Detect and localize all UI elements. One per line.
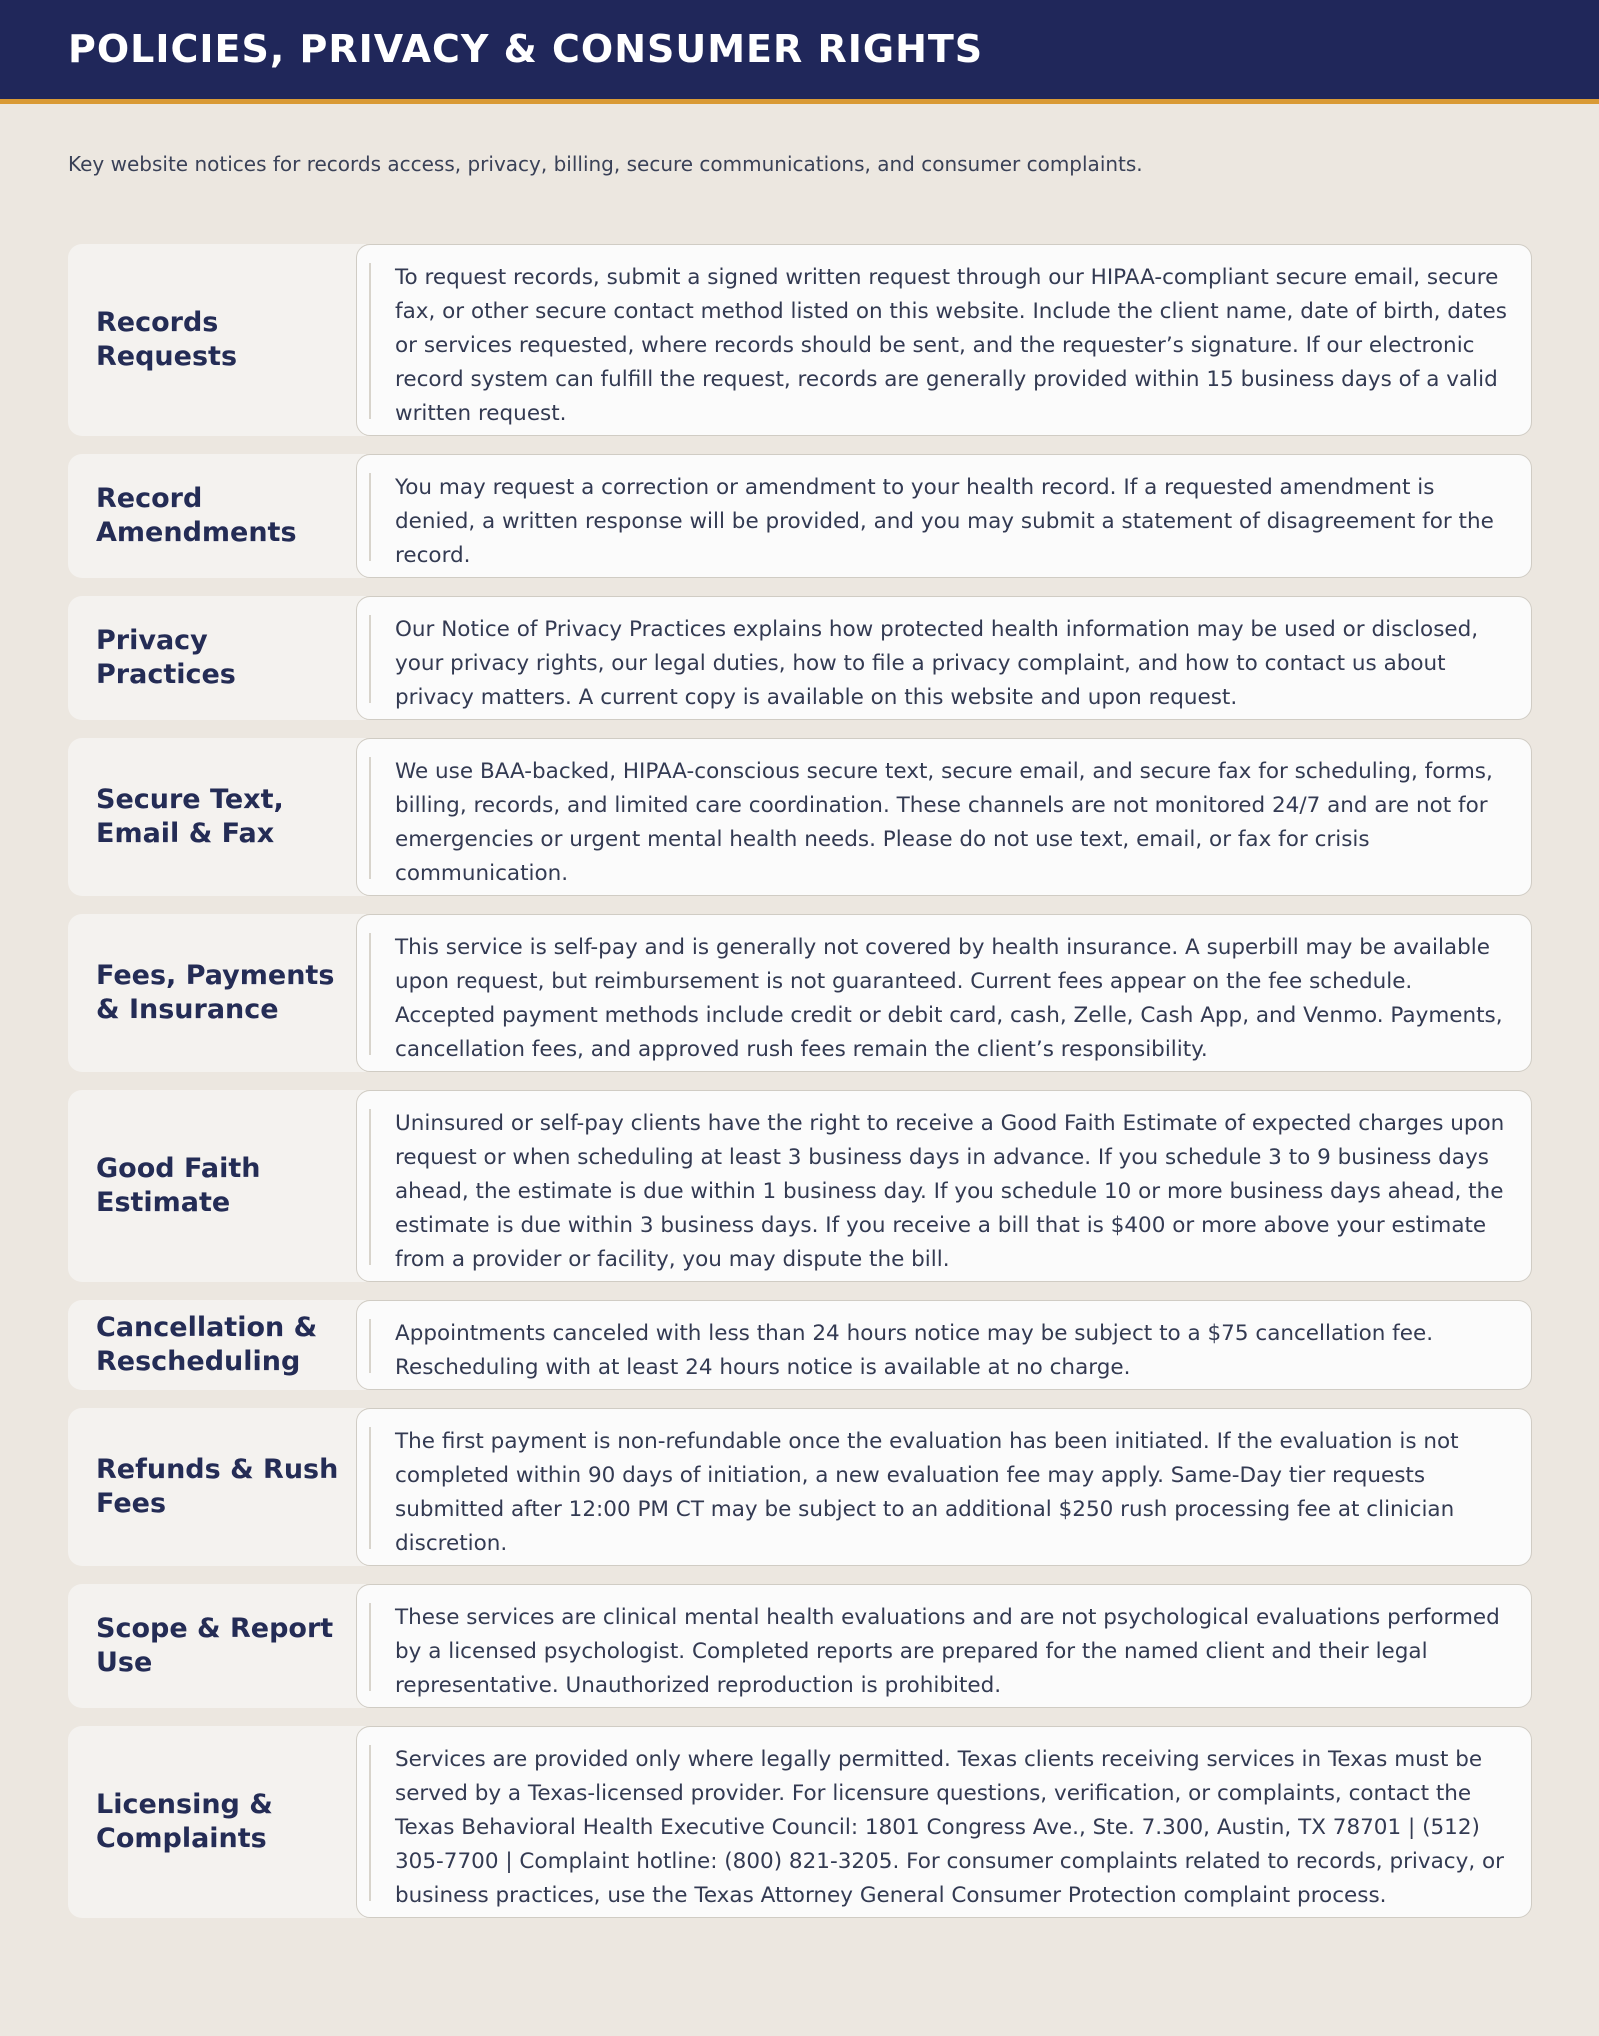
- policy-body: [356, 1408, 1532, 1566]
- policy-row-privacy-practices: [68, 596, 1532, 720]
- policy-title: Records Requests: [96, 307, 238, 372]
- policy-label: [68, 1300, 366, 1390]
- policy-row-records-requests: [68, 244, 1532, 436]
- policy-row-good-faith-estimate: [68, 1090, 1532, 1282]
- policy-body: [356, 244, 1532, 436]
- intro-text: Key website notices for records access, privacy, billing, secure communications, and consumer complaints.: [68, 152, 1143, 176]
- policy-label: [68, 1726, 366, 1918]
- policy-label: [68, 738, 366, 896]
- policy-body: [356, 1300, 1532, 1390]
- policy-text: The first payment is non-refundable once the evaluation has been initiated. If the evaluation is not completed within 90 days of initiation, a new evaluation fee may apply. Same-Day tier requests submitted after 12:00 PM CT may be subject to an additional $250 rush processing fee at clinician discretion.: [395, 1429, 1459, 1556]
- policy-label: [68, 1090, 366, 1282]
- policy-row-licensing-complaints: [68, 1726, 1532, 1918]
- policy-label: [68, 454, 366, 578]
- policy-title: Secure Text, Email & Fax: [96, 784, 284, 849]
- policy-text: Appointments canceled with less than 24 hours notice may be subject to a $75 cancellation fee. Rescheduling with at least 24 hours notice is available at no charge.: [395, 1321, 1434, 1380]
- policy-title: Cancellation & Rescheduling: [96, 1312, 318, 1377]
- policy-row-cancellation: [68, 1300, 1532, 1390]
- policy-label: [68, 1408, 366, 1566]
- policy-body: [356, 1090, 1532, 1282]
- policy-title: Record Amendments: [96, 483, 297, 548]
- policy-label: [68, 244, 366, 436]
- policy-body: [356, 1726, 1532, 1918]
- policy-row-scope-report-use: [68, 1584, 1532, 1708]
- policy-body: [356, 1584, 1532, 1708]
- policy-list: [68, 244, 1532, 1918]
- policy-title: Good Faith Estimate: [96, 1153, 261, 1218]
- policy-title: Refunds & Rush Fees: [96, 1454, 339, 1519]
- policy-text: Services are provided only where legally permitted. Texas clients receiving services in Texas must be served by a Texas-licensed provider. For licensure questions, verification, or complaints, contact the Texas Behavioral Health Executive Council: 1801 Congress Ave., Ste. 7.300, Austin, TX 78701 | (512) 305-7700 | Complaint hotline: (800) 821-3205. For consumer complaints related to records, privacy, or business practices, use the Texas Attorney General Consumer Protection complaint process.: [395, 1747, 1505, 1908]
- policy-body: [356, 454, 1532, 578]
- policy-text: To request records, submit a signed written request through our HIPAA-compliant secure email, secure fax, or other secure contact method listed on this website. Include the client name, date of birth, dates or services requested, where records should be sent, and the requester’s signature. If our electronic record system can fulfill the request, records are generally provided within 15 business days of a valid written request.: [395, 265, 1507, 426]
- policy-body: [356, 596, 1532, 720]
- policy-row-secure-communications: [68, 738, 1532, 896]
- policy-row-record-amendments: [68, 454, 1532, 578]
- policy-title: Fees, Payments & Insurance: [96, 960, 335, 1025]
- policy-text: This service is self-pay and is generally not covered by health insurance. A superbill may be available upon request, but reimbursement is not guaranteed. Current fees appear on the fee schedule. Accepted payment methods include credit or debit card, cash, Zelle, Cash App, and Venmo. Payments, cancellation fees, and approved rush fees remain the client’s responsibility.: [395, 935, 1503, 1062]
- policy-text: These services are clinical mental health evaluations and are not psychological evaluations performed by a licensed psychologist. Completed reports are prepared for the named client and their legal representative. Unauthorized reproduction is prohibited.: [395, 1605, 1500, 1698]
- policy-row-fees-payments: [68, 914, 1532, 1072]
- policy-title: Privacy Practices: [96, 625, 236, 690]
- policy-label: [68, 914, 366, 1072]
- policy-text: Our Notice of Privacy Practices explains how protected health information may be used or disclosed, your privacy rights, our legal duties, how to file a privacy complaint, and how to contact us about privacy matters. A current copy is available on this website and upon request.: [395, 617, 1479, 710]
- policy-text: You may request a correction or amendment to your health record. If a requested amendment is denied, a written response will be provided, and you may submit a statement of disagreement for the record.: [395, 475, 1494, 568]
- policy-label: [68, 596, 366, 720]
- page-title: POLICIES, PRIVACY & CONSUMER RIGHTS: [68, 26, 984, 71]
- policy-text: We use BAA-backed, HIPAA-conscious secure text, secure email, and secure fax for scheduling, forms, billing, records, and limited care coordination. These channels are not monitored 24/7 and are not for emergencies or urgent mental health needs. Please do not use text, email, or fax for crisis communication.: [395, 759, 1493, 886]
- policy-body: [356, 914, 1532, 1072]
- policy-text: Uninsured or self-pay clients have the right to receive a Good Faith Estimate of expected charges upon request or when scheduling at least 3 business days in advance. If you schedule 3 to 9 business days ahead, the estimate is due within 1 business day. If you schedule 10 or more business days ahead, the estimate is due within 3 business days. If you receive a bill that is $400 or more above your estimate from a provider or facility, you may dispute the bill.: [395, 1111, 1505, 1272]
- policy-label: [68, 1584, 366, 1708]
- policy-title: Scope & Report Use: [96, 1613, 334, 1678]
- policy-body: [356, 738, 1532, 896]
- policy-title: Licensing & Complaints: [96, 1789, 273, 1854]
- policy-row-refunds-rush-fees: [68, 1408, 1532, 1566]
- page-header: [0, 0, 1599, 104]
